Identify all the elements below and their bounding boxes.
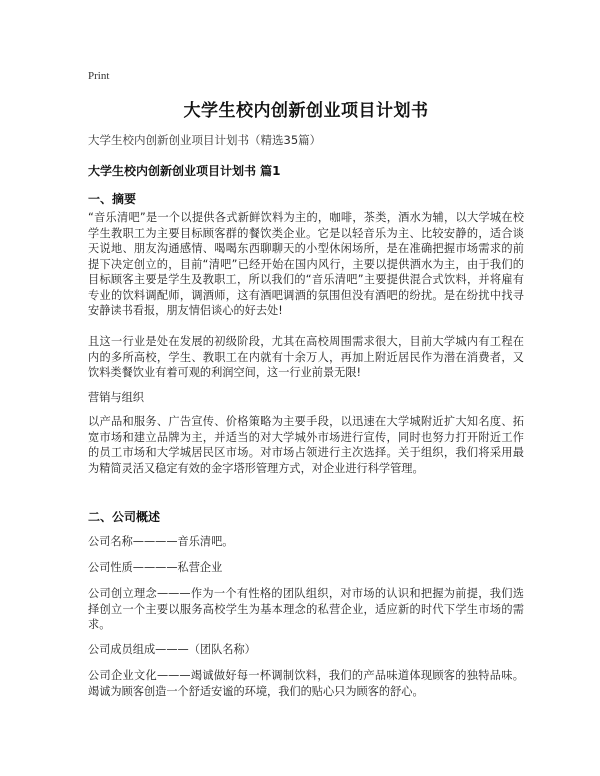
summary-paragraph-1: “音乐清吧”是一个以提供各式新鲜饮料为主的，咖啡，茶类，酒水为辅，以大学城在校学生教职工为主要目标顾客群的餐饮类企业。它是以轻音乐为主、比较安静的，适合谈天说地、朋友沟通感情、喝喝东西聊聊天的小型休闲场所，是在准确把握市场需求的前提下决定创立的，目前“清吧”已经开始在国内风行，主要以提供酒水为主，由于我们的目标顾客主要是学生及教职工，所以我们的“音乐清吧”主要提供混合式饮料，并将雇有专业的饮料调配师，调酒师，这有酒吧调酒的氛围但没有酒吧的纷扰。是在纷扰中找寻安静读书看报，朋友情侣谈心的好去处! <box>88 211 524 317</box>
section-heading-marketing: 营销与组织 <box>88 391 144 404</box>
document-title: 大学生校内创新创业项目计划书 <box>183 101 429 121</box>
company-members-line: 公司成员组成———（团队名称） <box>88 643 256 656</box>
company-name-line: 公司名称————音乐清吧。 <box>88 535 234 548</box>
section-heading-overview: 二、公司概述 <box>88 510 161 524</box>
company-concept-paragraph: 公司创立理念———作为一个有性格的团队组织，对市场的认识和把握为前提，我们选择创立一个主要以服务高校学生为基本理念的私营企业，适应新的时代下学生市场的需求。 <box>88 587 524 631</box>
summary-paragraph-2: 且这一行业是处在发展的初级阶段，尤其在高校周围需求很大，目前大学城内有工程在内的多所高校，学生、教职工在内就有十余万人，再加上附近居民作为潜在消费者，又饮料类餐饮业有着可观的利润空间，这一行业前景无限! <box>88 335 524 379</box>
marketing-paragraph: 以产品和服务、广告宣传、价格策略为主要手段，以迅速在大学城附近扩大知名度、拓宽市场和建立品牌为主，并适当的对大学城外市场进行宣传，同时也努力打开附近工作的员工市场和大学城居民区市场。对市场占领进行主次选择。关于组织，我们将采用最为精简灵活又稳定有效的金字塔形管理方式，对企业进行科学管理。 <box>88 415 524 475</box>
print-link[interactable]: Print <box>88 70 110 82</box>
section-heading-summary: 一、摘要 <box>88 192 137 206</box>
company-culture-paragraph: 公司企业文化———竭诚做好每一杯调制饮料，我们的产品味道体现顾客的独特品味。竭诚为顾客创造一个舒适安谧的环境，我们的贴心只为顾客的舒心。 <box>88 669 524 698</box>
document-subtitle: 大学生校内创新创业项目计划书（精选35篇） <box>88 133 322 147</box>
company-nature-line: 公司性质————私营企业 <box>88 561 223 574</box>
article-title: 大学生校内创新创业项目计划书 篇1 <box>88 164 281 178</box>
